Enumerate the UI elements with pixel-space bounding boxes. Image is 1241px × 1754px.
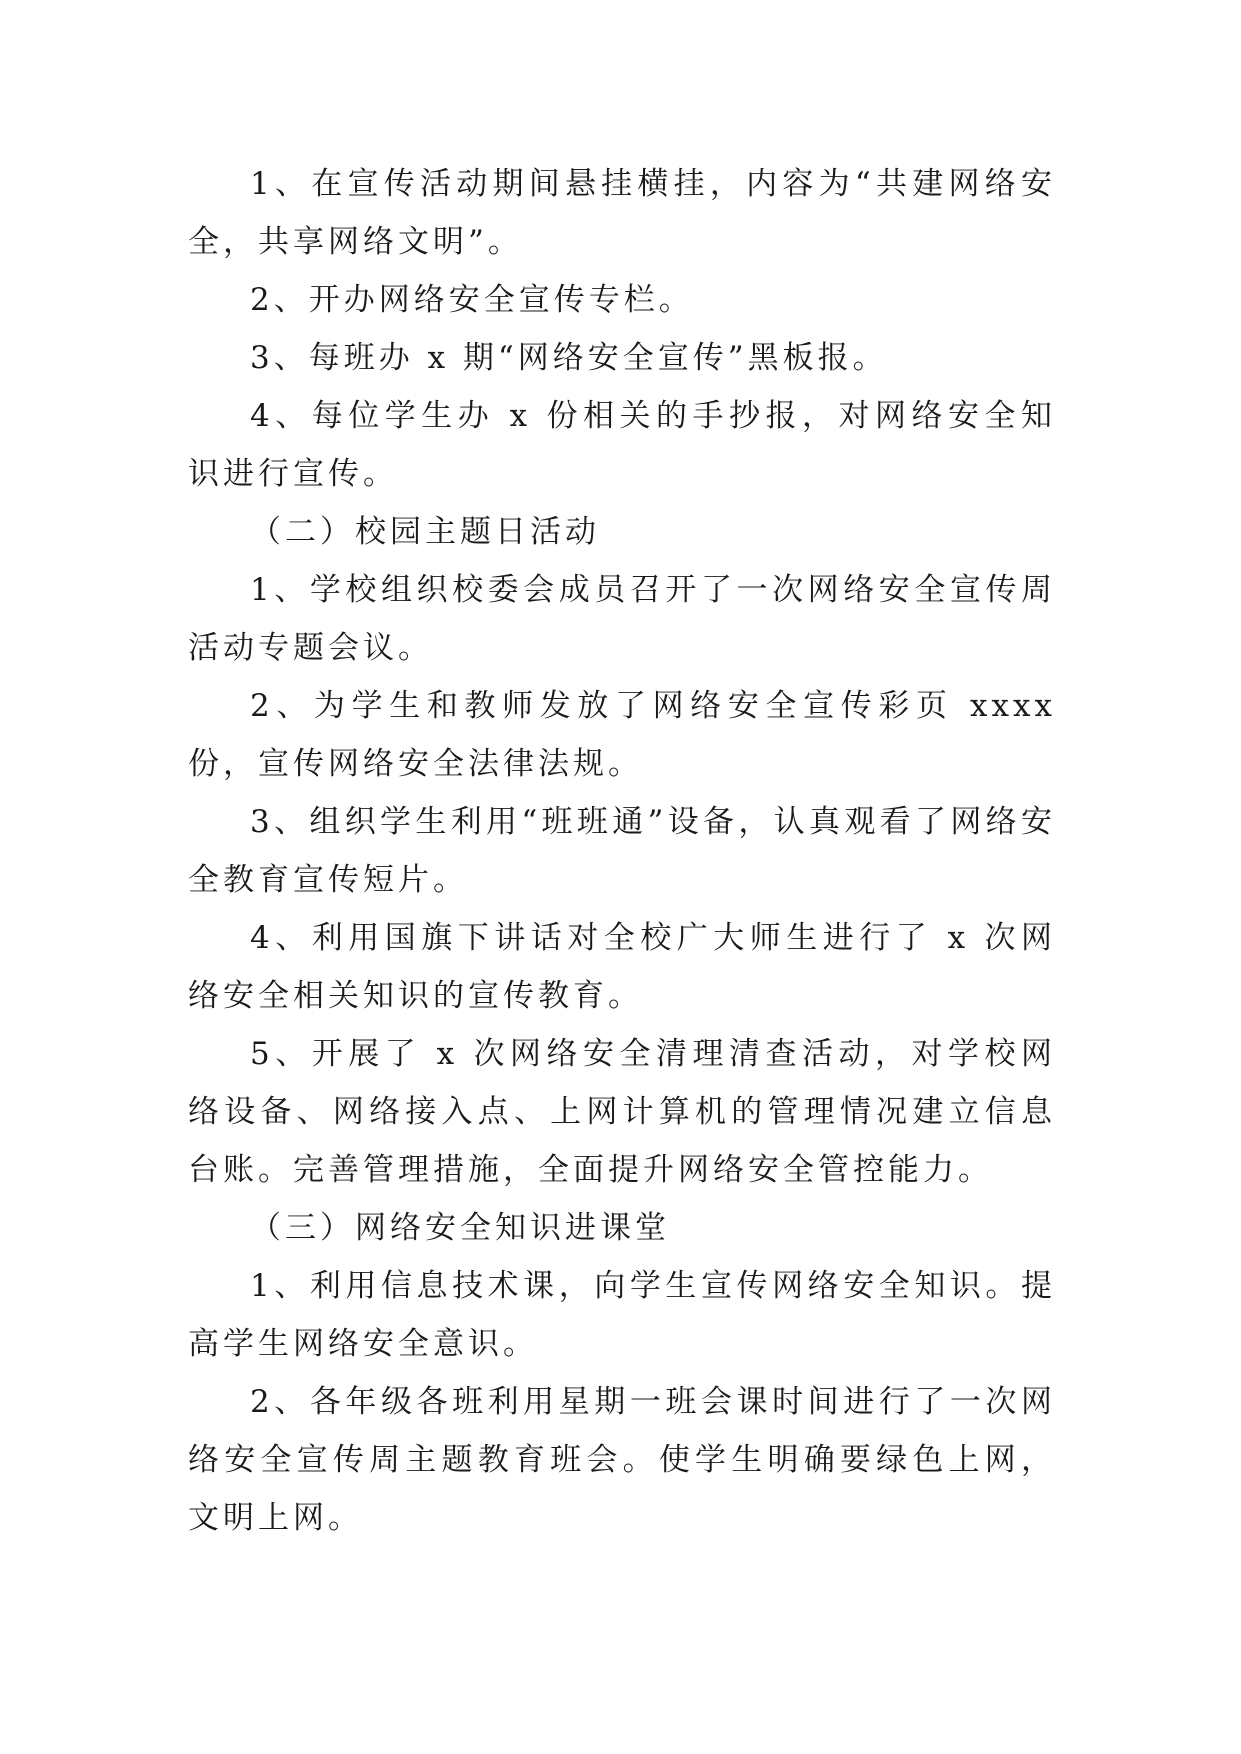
paragraph-leaflets: 2、为学生和教师发放了网络安全宣传彩页 xxxx 份，宣传网络安全法律法规。	[188, 688, 1056, 782]
paragraph-it-class: 1、利用信息技术课，向学生宣传网络安全知识。提高学生网络安全意识。	[188, 1268, 1056, 1362]
paragraph-video: 3、组织学生利用“班班通”设备，认真观看了网络安全教育宣传短片。	[188, 804, 1056, 898]
paragraph-blackboard: 3、每班办 x 期“网络安全宣传”黑板报。	[250, 340, 888, 376]
paragraph-column: 2、开办网络安全宣传专栏。	[250, 282, 694, 318]
paragraph-banner: 1、在宣传活动期间悬挂横挂，内容为“共建网络安全，共享网络文明”。	[188, 166, 1056, 260]
paragraph-inspection: 5、开展了 x 次网络安全清理清查活动，对学校网络设备、网络接入点、上网计算机的管理情况建立信息台账。完善管理措施，全面提升网络安全管控能力。	[188, 1036, 1056, 1188]
paragraph-class-meeting: 2、各年级各班利用星期一班会课时间进行了一次网络安全宣传周主题教育班会。使学生明确要绿色上网，文明上网。	[188, 1384, 1056, 1536]
paragraph-flag-speech: 4、利用国旗下讲话对全校广大师生进行了 x 次网络安全相关知识的宣传教育。	[188, 920, 1056, 1014]
paragraph-handwritten-paper: 4、每位学生办 x 份相关的手抄报，对网络安全知识进行宣传。	[188, 398, 1056, 492]
section-heading-classroom: （三）网络安全知识进课堂	[250, 1210, 670, 1246]
section-heading-campus-day: （二）校园主题日活动	[250, 514, 600, 550]
document-body	[188, 155, 1056, 1547]
paragraph-meeting: 1、学校组织校委会成员召开了一次网络安全宣传周活动专题会议。	[188, 572, 1056, 666]
